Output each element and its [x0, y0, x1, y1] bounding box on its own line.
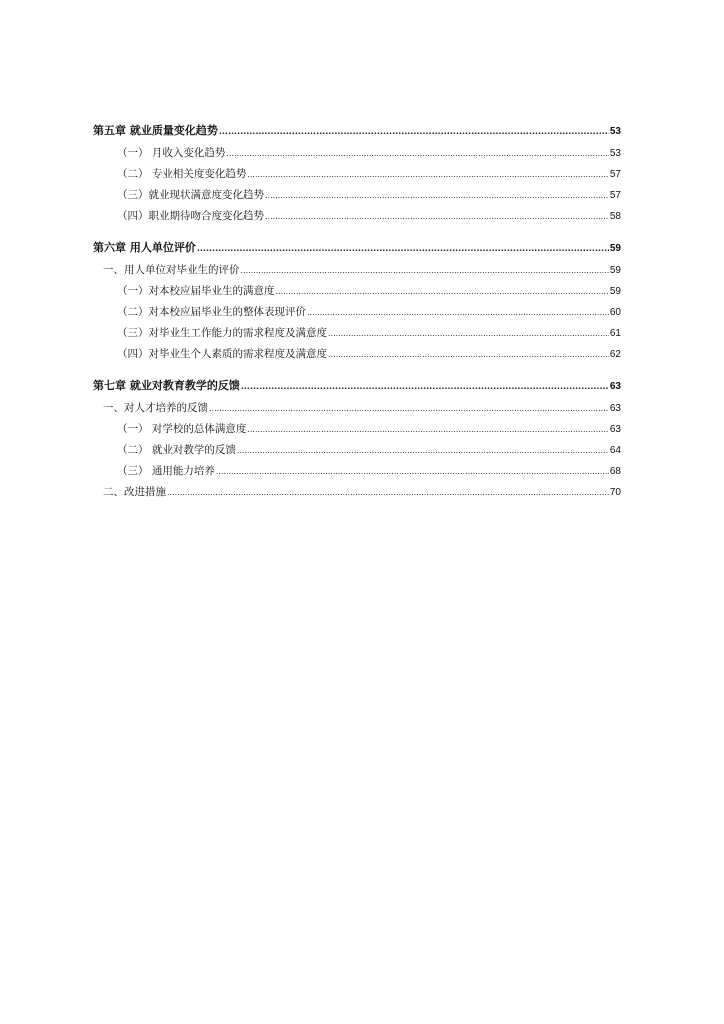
toc-chapter-title: 第七章 就业对教育教学的反馈: [93, 379, 240, 392]
toc-section[interactable]: [93, 401, 621, 416]
toc-section-label: 一、用人单位对毕业生的评价: [103, 264, 240, 276]
toc-page-number: 60: [609, 307, 621, 318]
toc-section[interactable]: [93, 263, 621, 278]
toc-item[interactable]: [93, 347, 621, 362]
toc-page-number: 57: [609, 169, 621, 180]
toc-item-label: （二） 就业对教学的反馈: [117, 444, 236, 456]
toc-page-number: 63: [609, 381, 621, 392]
toc-item-label: （二）对本校应届毕业生的整体表现评价: [117, 306, 306, 318]
toc-item[interactable]: [93, 284, 621, 299]
toc-leader-dots: [265, 189, 609, 203]
toc-leader-dots: [247, 423, 609, 437]
toc-section-label: 二、改进措施: [103, 486, 166, 498]
toc-leader-dots: [241, 264, 609, 278]
toc-item-label: （二） 专业相关度变化趋势: [117, 168, 247, 180]
toc-leader-dots: [265, 210, 609, 224]
toc-item[interactable]: [93, 305, 621, 320]
toc-leader-dots: [328, 327, 609, 341]
toc-page-number: 68: [609, 466, 621, 477]
toc-item-label: （一） 对学校的总体满意度: [117, 423, 247, 435]
toc-leader-dots: [307, 306, 609, 320]
toc-page-number: 59: [609, 243, 621, 254]
toc-chapter-title: 第五章 就业质量变化趋势: [93, 124, 218, 137]
toc-chapter-6[interactable]: [93, 241, 621, 256]
toc-item[interactable]: [93, 209, 621, 224]
toc-page-number: 58: [609, 211, 621, 222]
toc-item-label: （四）职业期待吻合度变化趋势: [117, 210, 264, 222]
toc-item-label: （一）对本校应届毕业生的满意度: [117, 285, 275, 297]
toc-leader-dots: [209, 402, 609, 416]
toc-page-number: 53: [609, 148, 621, 159]
toc-item[interactable]: [93, 146, 621, 161]
toc-page-number: 61: [609, 328, 621, 339]
toc-item-label: （三） 通用能力培养: [117, 465, 215, 477]
toc-leader-dots: [237, 444, 609, 458]
toc-leader-dots: [241, 380, 609, 394]
toc-section-label: 一、对人才培养的反馈: [103, 402, 208, 414]
toc-page-number: 63: [609, 403, 621, 414]
toc-chapter-7[interactable]: [93, 379, 621, 394]
toc-leader-dots: [276, 285, 609, 299]
toc-item[interactable]: [93, 422, 621, 437]
toc-page-number: 59: [609, 286, 621, 297]
toc-leader-dots: [219, 125, 609, 139]
toc-item-label: （三）就业现状满意度变化趋势: [117, 189, 264, 201]
toc-leader-dots: [226, 147, 609, 161]
toc-item[interactable]: [93, 464, 621, 479]
toc-page-number: 64: [609, 445, 621, 456]
toc-item[interactable]: [93, 443, 621, 458]
table-of-contents: [93, 124, 621, 500]
toc-item[interactable]: [93, 188, 621, 203]
toc-leader-dots: [197, 242, 609, 256]
toc-leader-dots: [167, 486, 609, 500]
toc-section[interactable]: [93, 485, 621, 500]
toc-page-number: 57: [609, 190, 621, 201]
toc-chapter-title: 第六章 用人单位评价: [93, 241, 196, 254]
toc-item-label: （三）对毕业生工作能力的需求程度及满意度: [117, 327, 327, 339]
toc-item[interactable]: [93, 326, 621, 341]
toc-leader-dots: [328, 348, 609, 362]
toc-page-number: 70: [609, 487, 621, 498]
toc-leader-dots: [247, 168, 609, 182]
toc-chapter-5[interactable]: [93, 124, 621, 139]
toc-item[interactable]: [93, 167, 621, 182]
toc-item-label: （四）对毕业生个人素质的需求程度及满意度: [117, 348, 327, 360]
toc-leader-dots: [216, 465, 609, 479]
toc-item-label: （一） 月收入变化趋势: [117, 147, 226, 159]
toc-page-number: 59: [609, 265, 621, 276]
toc-page-number: 63: [609, 424, 621, 435]
toc-page-number: 62: [609, 349, 621, 360]
toc-page-number: 53: [609, 126, 621, 137]
